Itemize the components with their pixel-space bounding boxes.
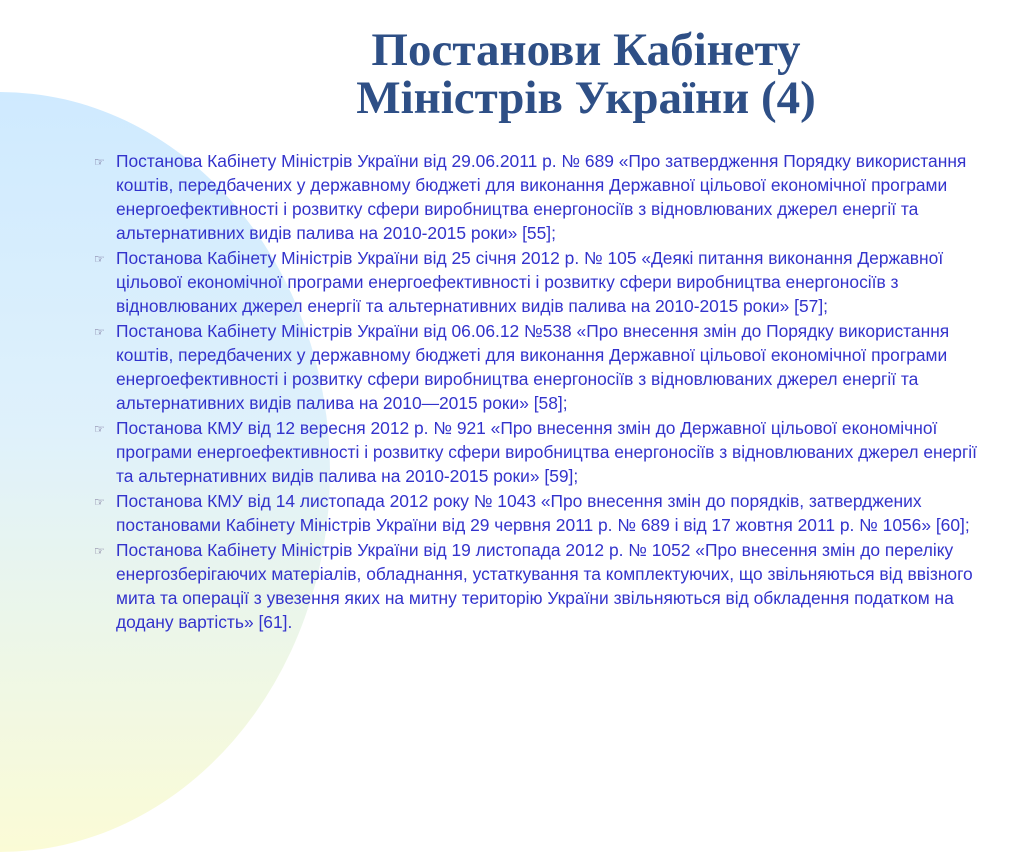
list-item	[94, 246, 989, 318]
pointing-hand-icon: ☞	[94, 252, 105, 266]
list-item-text: Постанова КМУ від 14 листопада 2012 року № 1043 «Про внесення змін до порядків, затверджених постановами Кабінету Міністрів України від 29 червня 2011 р. № 689 і від 17 жовтня 2011 р. № 1056» [60];	[116, 491, 970, 535]
list-item-text: Постанова Кабінету Міністрів України від 06.06.12 №538 «Про внесення змін до Порядку використання коштів, передбачених у державному бюджеті для виконання Державної цільової економічної програми енергоефективності і розвитку сфери виробництва енергоносіїв з відновлюваних джерел енергії та альтернативних видів палива на 2010—2015 роки» [58];	[116, 321, 950, 413]
title-line-1: Постанови Кабінету	[371, 24, 801, 76]
pointing-hand-icon: ☞	[94, 544, 105, 558]
list-item-text: Постанова Кабінету Міністрів України від 25 січня 2012 р. № 105 «Деякі питання виконання Державної цільової економічної програми енергоефективності і розвитку сфери виробництва енергоносіїв з відновлюваних джерел енергії та альтернативних видів палива на 2010-2015 роки» [57];	[116, 248, 944, 316]
pointing-hand-icon: ☞	[94, 422, 105, 436]
list-item	[94, 538, 989, 634]
list-item	[94, 489, 989, 537]
slide-title	[296, 26, 876, 122]
list-item-text: Постанова Кабінету Міністрів України від 29.06.2011 р. № 689 «Про затвердження Порядку використання коштів, передбачених у державному бюджеті для виконання Державної цільової економічної програми енергоефективності і розвитку сфери виробництва енергоносіїв з відновлюваних джерел енергії та альтернативних видів палива на 2010-2015 роки» [55];	[116, 151, 967, 243]
list-item-text: Постанова КМУ від 12 вересня 2012 р. № 921 «Про внесення змін до Державної цільової економічної програми енергоефективності і розвитку сфери виробництва енергоносіїв з відновлюваних джерел енергії та альтернативних видів палива на 2010-2015 роки» [59];	[116, 418, 977, 486]
bullet-list	[94, 149, 989, 635]
list-item	[94, 149, 989, 245]
title-line-2: Міністрів України (4)	[356, 72, 816, 124]
list-item-text: Постанова Кабінету Міністрів України від 19 листопада 2012 р. № 1052 «Про внесення змін до переліку енергозберігаючих матеріалів, обладнання, устаткування та комплектуючих, що звільняються від ввізного мита та операції з увезення яких на митну територію України звільняються від обкладення податком на додану вартість» [61].	[116, 540, 973, 632]
pointing-hand-icon: ☞	[94, 495, 105, 509]
pointing-hand-icon: ☞	[94, 155, 105, 169]
pointing-hand-icon: ☞	[94, 325, 105, 339]
list-item	[94, 319, 989, 415]
list-item	[94, 416, 989, 488]
